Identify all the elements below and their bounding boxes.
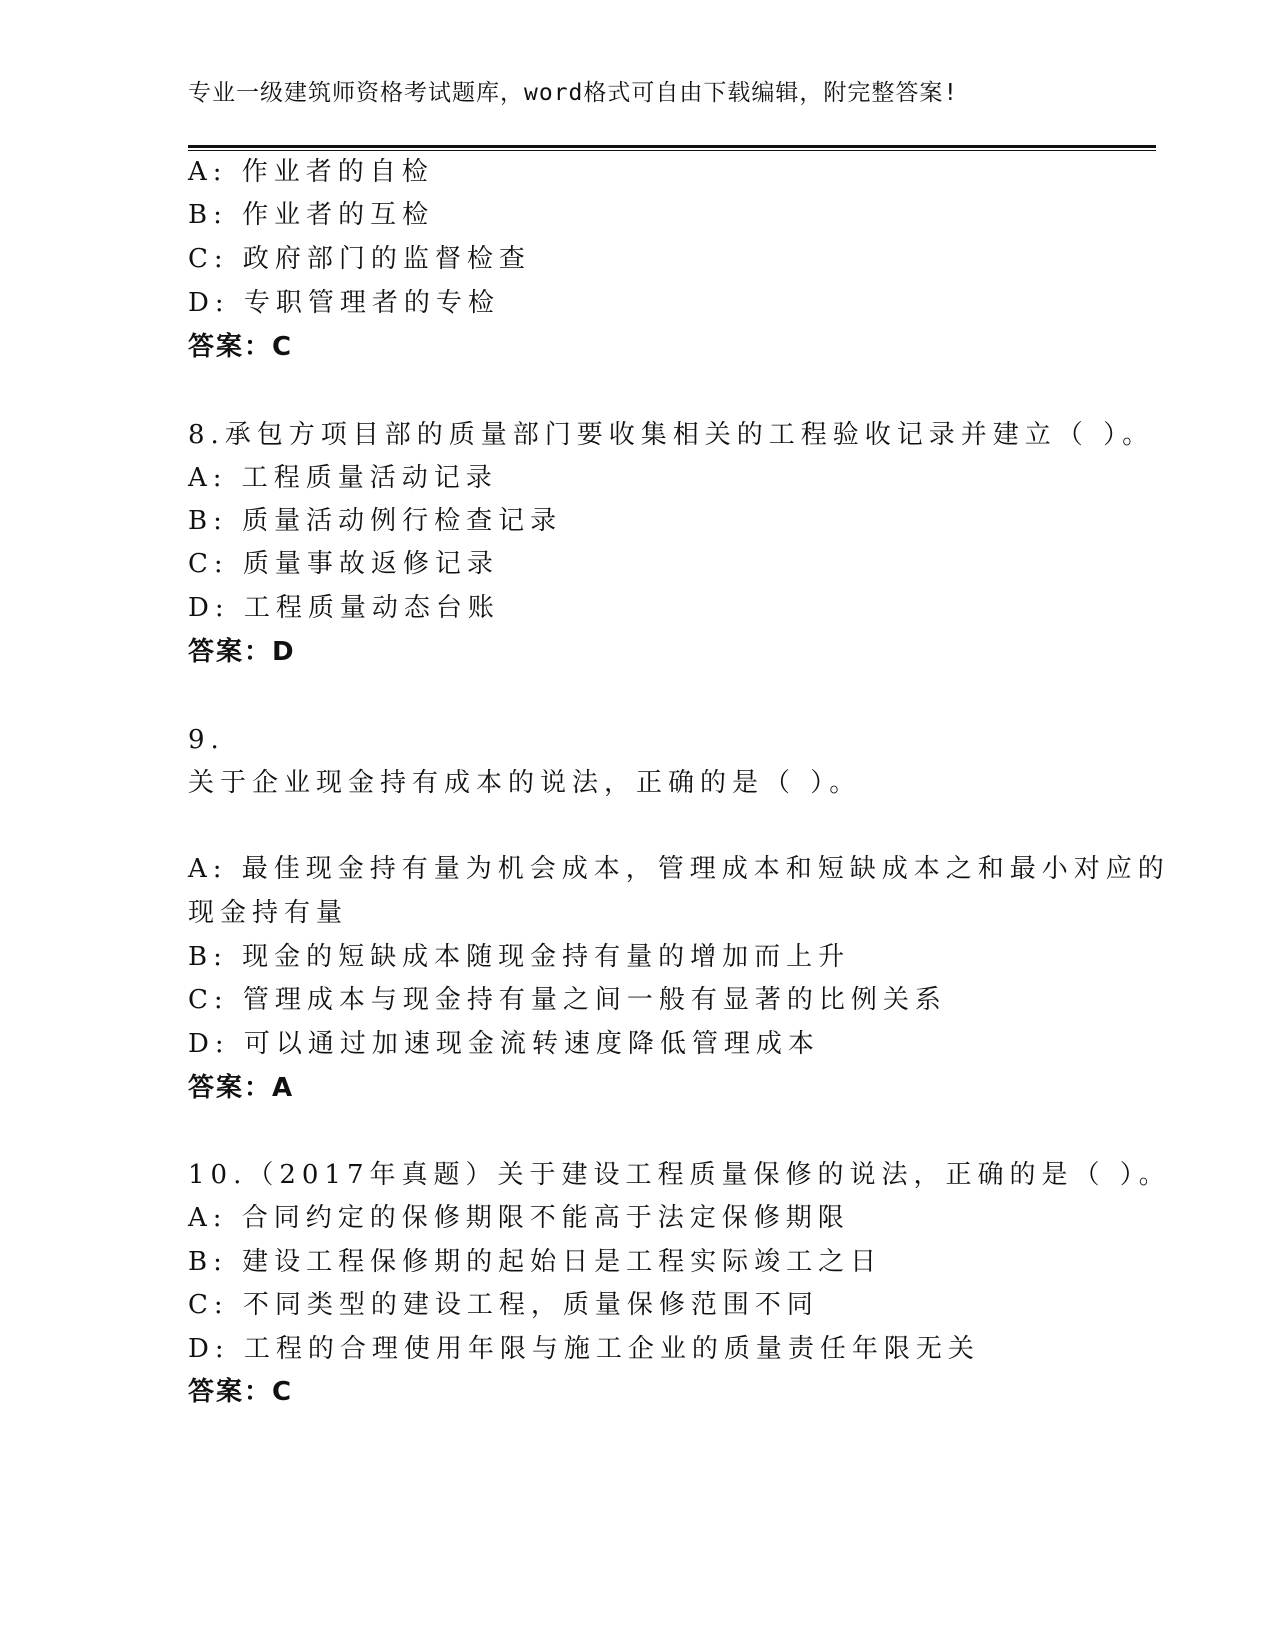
q9-option-b: B: 现金的短缺成本随现金持有量的增加而上升 [188, 942, 851, 972]
q8-option-d: D: 工程质量动态台账 [188, 593, 500, 623]
q7-option-c: C: 政府部门的监督检查 [188, 244, 531, 274]
q7-option-d: D: 专职管理者的专检 [188, 288, 500, 318]
q10-option-b: B: 建设工程保修期的起始日是工程实际竣工之日 [188, 1247, 883, 1277]
header-divider [188, 145, 1156, 151]
q8-option-c: C: 质量事故返修记录 [188, 549, 499, 579]
q8-answer: 答案：D [188, 637, 296, 667]
q10-stem: 10.（2017年真题）关于建设工程质量保修的说法，正确的是（ ）。 [188, 1160, 1171, 1190]
q9-option-a: A: 最佳现金持有量为机会成本，管理成本和短缺成本之和最小对应的 [188, 854, 1170, 884]
q9-answer: 答案：A [188, 1073, 295, 1103]
q10-option-c: C: 不同类型的建设工程，质量保修范围不同 [188, 1290, 819, 1320]
q8-option-a: A: 工程质量活动记录 [188, 463, 498, 493]
q7-option-a: A: 作业者的自检 [188, 157, 434, 187]
q9-option-d: D: 可以通过加速现金流转速度降低管理成本 [188, 1029, 820, 1059]
q7-option-b: B: 作业者的互检 [188, 200, 435, 230]
q9-option-c: C: 管理成本与现金持有量之间一般有显著的比例关系 [188, 985, 947, 1015]
q8-option-b: B: 质量活动例行检查记录 [188, 506, 563, 536]
q10-option-d: D: 工程的合理使用年限与施工企业的质量责任年限无关 [188, 1334, 980, 1364]
q7-answer: 答案：C [188, 332, 294, 362]
q9-stem: 关于企业现金持有成本的说法，正确的是（ ）。 [188, 768, 862, 798]
page-header: 专业一级建筑师资格考试题库，word格式可自由下载编辑，附完整答案! [188, 80, 959, 106]
q10-option-a: A: 合同约定的保修期限不能高于法定保修期限 [188, 1203, 850, 1233]
q9-number: 9. [188, 725, 225, 755]
q8-stem: 8.承包方项目部的质量部门要收集相关的工程验收记录并建立（ ）。 [188, 420, 1155, 450]
q10-answer: 答案：C [188, 1377, 294, 1407]
q9-option-a-continued: 现金持有量 [188, 898, 349, 928]
